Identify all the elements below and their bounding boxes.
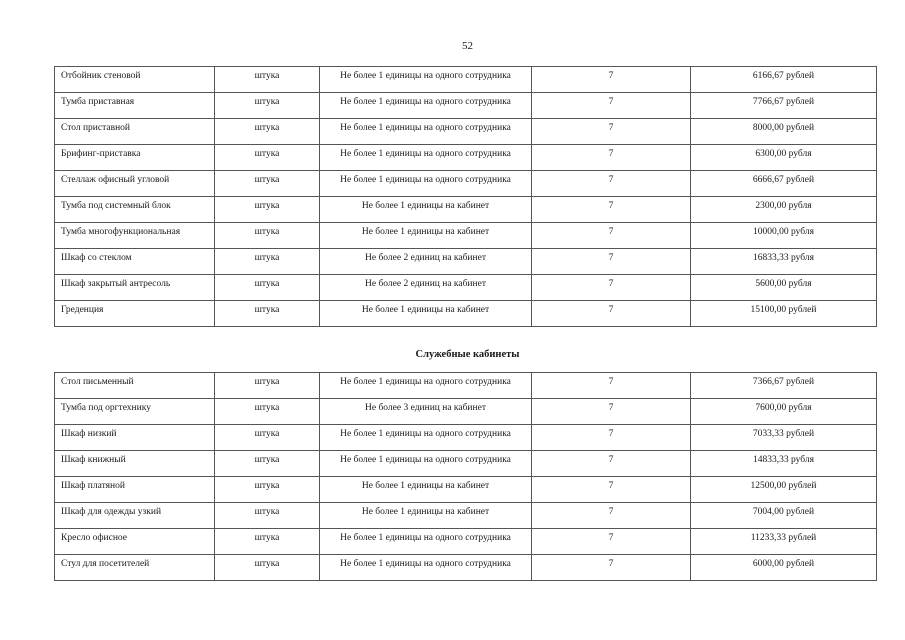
service-years-cell: 7 (532, 249, 691, 275)
norm-cell: Не более 1 единицы на одного сотрудника (320, 555, 532, 581)
service-years-cell: 7 (532, 275, 691, 301)
item-name-cell: Шкаф книжный (55, 451, 215, 477)
norm-cell: Не более 1 единицы на одного сотрудника (320, 171, 532, 197)
item-name-cell: Шкаф для одежды узкий (55, 503, 215, 529)
price-cell: 11233,33 рублей (691, 529, 877, 555)
table-row (55, 477, 877, 503)
service-years-cell: 7 (532, 145, 691, 171)
table-row (55, 399, 877, 425)
table-row (55, 93, 877, 119)
table-row (55, 529, 877, 555)
table-row (55, 503, 877, 529)
item-name-cell: Тумба приставная (55, 93, 215, 119)
item-name-cell: Стол письменный (55, 373, 215, 399)
item-name-cell: Шкаф платяной (55, 477, 215, 503)
price-cell: 6000,00 рублей (691, 555, 877, 581)
service-years-cell: 7 (532, 477, 691, 503)
price-cell: 7004,00 рублей (691, 503, 877, 529)
table-row (55, 275, 877, 301)
item-name-cell: Греденция (55, 301, 215, 327)
norm-cell: Не более 1 единицы на одного сотрудника (320, 529, 532, 555)
unit-cell: штука (215, 249, 320, 275)
item-name-cell: Стеллаж офисный угловой (55, 171, 215, 197)
table-row (55, 197, 877, 223)
unit-cell: штука (215, 451, 320, 477)
table-row (55, 249, 877, 275)
price-cell: 6166,67 рублей (691, 67, 877, 93)
norm-cell: Не более 1 единицы на кабинет (320, 197, 532, 223)
price-cell: 5600,00 рубля (691, 275, 877, 301)
price-cell: 6300,00 рубля (691, 145, 877, 171)
item-name-cell: Кресло офисное (55, 529, 215, 555)
service-years-cell: 7 (532, 373, 691, 399)
table-row (55, 555, 877, 581)
norm-cell: Не более 1 единицы на кабинет (320, 503, 532, 529)
price-cell: 2300,00 рубля (691, 197, 877, 223)
service-years-cell: 7 (532, 67, 691, 93)
service-years-cell: 7 (532, 529, 691, 555)
service-years-cell: 7 (532, 503, 691, 529)
norm-cell: Не более 1 единицы на кабинет (320, 301, 532, 327)
price-cell: 6666,67 рублей (691, 171, 877, 197)
service-years-cell: 7 (532, 425, 691, 451)
item-name-cell: Стол приставной (55, 119, 215, 145)
norm-cell: Не более 1 единицы на одного сотрудника (320, 425, 532, 451)
service-years-cell: 7 (532, 197, 691, 223)
table-row (55, 171, 877, 197)
unit-cell: штука (215, 529, 320, 555)
norm-cell: Не более 1 единицы на одного сотрудника (320, 67, 532, 93)
table-row (55, 301, 877, 327)
service-years-cell: 7 (532, 119, 691, 145)
page-number: 52 (462, 40, 473, 52)
price-cell: 7033,33 рублей (691, 425, 877, 451)
price-cell: 12500,00 рублей (691, 477, 877, 503)
price-cell: 15100,00 рублей (691, 301, 877, 327)
norm-cell: Не более 1 единицы на кабинет (320, 223, 532, 249)
norm-cell: Не более 3 единиц на кабинет (320, 399, 532, 425)
service-years-cell: 7 (532, 555, 691, 581)
price-cell: 8000,00 рублей (691, 119, 877, 145)
item-name-cell: Отбойник стеновой (55, 67, 215, 93)
table-row (55, 145, 877, 171)
price-cell: 10000,00 рубля (691, 223, 877, 249)
service-years-cell: 7 (532, 93, 691, 119)
table-row (55, 425, 877, 451)
unit-cell: штука (215, 425, 320, 451)
unit-cell: штука (215, 373, 320, 399)
norm-cell: Не более 2 единиц на кабинет (320, 275, 532, 301)
service-years-cell: 7 (532, 223, 691, 249)
item-name-cell: Стул для посетителей (55, 555, 215, 581)
unit-cell: штука (215, 301, 320, 327)
norm-cell: Не более 1 единицы на одного сотрудника (320, 373, 532, 399)
service-years-cell: 7 (532, 399, 691, 425)
price-cell: 7600,00 рубля (691, 399, 877, 425)
unit-cell: штука (215, 223, 320, 249)
norm-cell: Не более 1 единицы на одного сотрудника (320, 93, 532, 119)
item-name-cell: Шкаф закрытый антресоль (55, 275, 215, 301)
table-row (55, 373, 877, 399)
item-name-cell: Шкаф со стеклом (55, 249, 215, 275)
table-row (55, 67, 877, 93)
item-name-cell: Брифинг-приставка (55, 145, 215, 171)
service-years-cell: 7 (532, 171, 691, 197)
price-cell: 14833,33 рубля (691, 451, 877, 477)
norm-cell: Не более 1 единицы на одного сотрудника (320, 145, 532, 171)
item-name-cell: Тумба под оргтехнику (55, 399, 215, 425)
price-cell: 7366,67 рублей (691, 373, 877, 399)
unit-cell: штука (215, 119, 320, 145)
item-name-cell: Тумба под системный блок (55, 197, 215, 223)
table-row (55, 119, 877, 145)
unit-cell: штука (215, 93, 320, 119)
norm-cell: Не более 1 единицы на кабинет (320, 477, 532, 503)
furniture-norms-table (54, 66, 877, 327)
unit-cell: штука (215, 555, 320, 581)
item-name-cell: Шкаф низкий (55, 425, 215, 451)
office-furniture-norms-table (54, 372, 877, 581)
unit-cell: штука (215, 145, 320, 171)
norm-cell: Не более 1 единицы на одного сотрудника (320, 119, 532, 145)
service-years-cell: 7 (532, 301, 691, 327)
unit-cell: штука (215, 197, 320, 223)
item-name-cell: Тумба многофункциональная (55, 223, 215, 249)
unit-cell: штука (215, 503, 320, 529)
table-row (55, 451, 877, 477)
unit-cell: штука (215, 171, 320, 197)
unit-cell: штука (215, 399, 320, 425)
norm-cell: Не более 2 единиц на кабинет (320, 249, 532, 275)
price-cell: 7766,67 рублей (691, 93, 877, 119)
unit-cell: штука (215, 275, 320, 301)
section-heading: Служебные кабинеты (415, 349, 520, 360)
service-years-cell: 7 (532, 451, 691, 477)
norm-cell: Не более 1 единицы на одного сотрудника (320, 451, 532, 477)
table-row (55, 223, 877, 249)
unit-cell: штука (215, 477, 320, 503)
price-cell: 16833,33 рубля (691, 249, 877, 275)
unit-cell: штука (215, 67, 320, 93)
